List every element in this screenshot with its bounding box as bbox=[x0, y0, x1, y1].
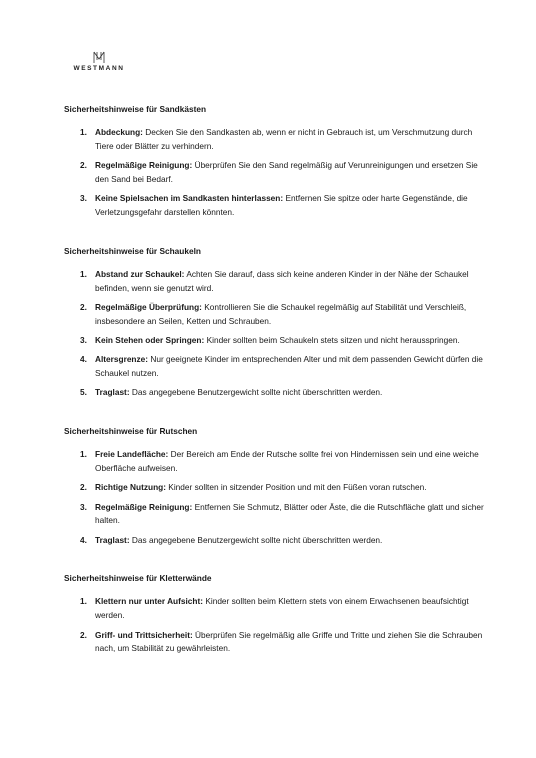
brand-logo bbox=[69, 51, 129, 72]
item-number: 2. bbox=[80, 482, 87, 493]
item-text: Kontrollieren Sie die Schaukel regelmäßig auf Stabilität und Verschleiß, insbesondere an Seilen, Ketten und Schrauben. bbox=[95, 301, 467, 326]
item-text: Entfernen Sie Schmutz, Blätter oder Äste, die die Rutschfläche glatt und sicher halten. bbox=[95, 501, 484, 526]
item-text: Decken Sie den Sandkasten ab, wenn er nicht in Gebrauch ist, um Verschmutzung durch Tiere oder Blätter zu verhindern. bbox=[95, 127, 473, 151]
numbered-list bbox=[64, 126, 484, 220]
item-number: 2. bbox=[80, 629, 87, 640]
item-text: Das angegebene Benutzergewicht sollte nicht überschritten werden. bbox=[131, 534, 383, 545]
section-heading: Sicherheitshinweise für Rutschen bbox=[64, 426, 198, 437]
item-term: Altersgrenze: bbox=[95, 354, 149, 365]
westmann-logo-icon bbox=[92, 51, 106, 64]
item-text: Überprüfen Sie regelmäßig alle Griffe und Tritte und ziehen Sie die Schrauben nach, um Stabilität zu gewährleisten. bbox=[95, 629, 483, 654]
item-number: 2. bbox=[80, 301, 87, 312]
item-number: 4. bbox=[80, 534, 87, 545]
item-number: 1. bbox=[80, 127, 87, 137]
item-number: 2. bbox=[80, 160, 87, 171]
numbered-list bbox=[64, 448, 484, 547]
item-number: 5. bbox=[80, 387, 87, 398]
item-number: 3. bbox=[80, 334, 87, 345]
item-term: Klettern nur unter Aufsicht: bbox=[95, 596, 204, 607]
item-term: Regelmäßige Reinigung: bbox=[95, 501, 193, 512]
item-term: Kein Stehen oder Springen: bbox=[95, 334, 205, 345]
item-number: 1. bbox=[80, 596, 87, 607]
document-body bbox=[64, 104, 484, 682]
list-item bbox=[64, 448, 484, 476]
section-heading: Sicherheitshinweise für Kletterwände bbox=[64, 573, 212, 584]
list-item bbox=[64, 534, 484, 548]
list-item bbox=[64, 268, 484, 296]
numbered-list bbox=[64, 268, 484, 400]
list-item bbox=[64, 159, 484, 187]
item-text: Achten Sie darauf, dass sich keine anderen Kinder in der Nähe der Schaukel befinden, wenn sie genutzt wird. bbox=[95, 268, 469, 293]
item-term: Griff- und Trittsicherheit: bbox=[95, 629, 193, 640]
item-number: 4. bbox=[80, 354, 87, 365]
item-term: Keine Spielsachen im Sandkasten hinterlassen: bbox=[95, 193, 284, 204]
item-text: Entfernen Sie spitze oder harte Gegenstände, die Verletzungsgefahr darstellen könnten. bbox=[95, 193, 468, 217]
list-item bbox=[64, 386, 484, 400]
section bbox=[64, 426, 484, 547]
list-item bbox=[64, 595, 484, 623]
item-text: Nur geeignete Kinder im entsprechenden Alter und mit dem passenden Gewicht dürfen die Schaukel nutzen. bbox=[95, 354, 483, 379]
list-item bbox=[64, 192, 484, 220]
item-number: 1. bbox=[80, 449, 87, 460]
list-item bbox=[64, 126, 484, 154]
numbered-list bbox=[64, 595, 484, 656]
item-term: Richtige Nutzung: bbox=[95, 482, 166, 493]
item-text: Kinder sollten beim Schaukeln stets sitzen und nicht herausspringen. bbox=[206, 334, 460, 345]
list-item bbox=[64, 301, 484, 329]
list-item bbox=[64, 501, 484, 529]
item-number: 3. bbox=[80, 193, 87, 204]
item-text: Kinder sollten in sitzender Position und mit den Füßen voran rutschen. bbox=[168, 482, 427, 493]
item-text: Kinder sollten beim Klettern stets von einem Erwachsenen beaufsichtigt werden. bbox=[95, 596, 469, 621]
section-heading: Sicherheitshinweise für Schaukeln bbox=[64, 245, 201, 256]
item-text: Das angegebene Benutzergewicht sollte nicht überschritten werden. bbox=[131, 387, 383, 398]
item-text: Überprüfen Sie den Sand regelmäßig auf Verunreinigungen und ersetzen Sie den Sand bei Bedarf. bbox=[95, 160, 478, 184]
logo-text: WESTMANN bbox=[73, 65, 125, 72]
item-term: Traglast: bbox=[95, 534, 130, 545]
item-term: Abdeckung: bbox=[95, 127, 143, 137]
item-text: Der Bereich am Ende der Rutsche sollte frei von Hindernissen sein und eine weiche Oberfläche aufweisen. bbox=[95, 449, 479, 473]
item-term: Traglast: bbox=[95, 387, 130, 398]
section bbox=[64, 246, 484, 400]
section-heading: Sicherheitshinweise für Sandkästen bbox=[64, 104, 207, 114]
list-item bbox=[64, 481, 484, 495]
list-item bbox=[64, 629, 484, 657]
list-item bbox=[64, 334, 484, 348]
item-term: Abstand zur Schaukel: bbox=[95, 268, 185, 279]
item-term: Regelmäßige Überprüfung: bbox=[95, 301, 202, 312]
item-term: Regelmäßige Reinigung: bbox=[95, 160, 193, 171]
section bbox=[64, 104, 484, 220]
item-term: Freie Landefläche: bbox=[95, 449, 169, 460]
list-item bbox=[64, 353, 484, 381]
item-number: 3. bbox=[80, 501, 87, 512]
item-number: 1. bbox=[80, 268, 87, 279]
section bbox=[64, 573, 484, 656]
